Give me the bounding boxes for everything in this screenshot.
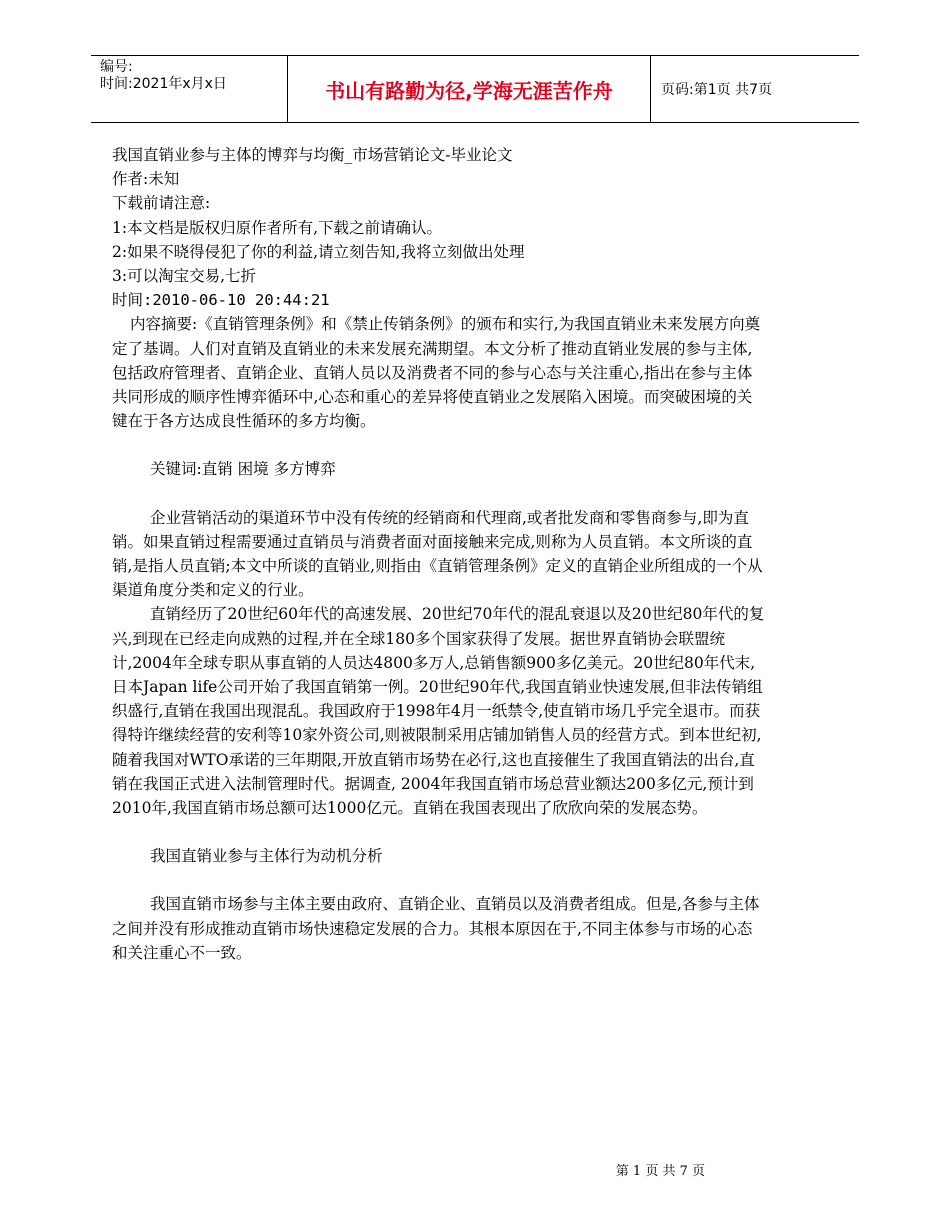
- notice-item-3: 3:可以淘宝交易,七折: [112, 267, 257, 286]
- doc-title: 我国直销业参与主体的博弈与均衡_市场营销论文-毕业论文: [112, 146, 513, 164]
- keywords-line: 关键词:直销 困境 多方博弈: [150, 460, 336, 479]
- header-motto: 书山有路勤为径,学海无涯苦作舟: [287, 56, 651, 122]
- body-paragraph-2: 直销经历了20世纪60年代的高速发展、20世纪70年代的混乱衰退以及20世纪80年代的复兴,到现在已经走向成熟的过程,并在全球180多个国家获得了发展。据世界直销协会联盟统计,2004年全球专职从事直销的人员达4800多万人,总销售额900多亿美元。20世纪80年代末,日本Japan life公司开始了我国直销第一例。20世纪90年代,我国直销业快速发展,但非法传销组织盛行,直销在我国出现混乱。我国政府于1998年4月一纸禁令,使直销市场几乎完全退市。而获得特许继续经营的安利等10家外资公司,则被限制采用店铺加销售人员的经营方式。到本世纪初,随着我国对WTO承诺的三年期限,开放直销市场势在必行,这也直接催生了我国直销法的出台,直销在我国正式进入法制管理时代。据调查, 2004年我国直销市场总营业额达200多亿元,预计到2010年,我国直销市场总额可达1000亿元。直销在我国表现出了欣欣向荣的发展态势。: [112, 605, 765, 818]
- body-paragraph-1: 企业营销活动的渠道环节中没有传统的经销商和代理商,或者批发商和零售商参与,即为直销。如果直销过程需要通过直销员与消费者面对面接触来完成,则称为人员直销。本文所谈的直销,是指人员直销;本文中所谈的直销业,则指由《直销管理条例》定义的直销企业所组成的一个从渠道角度分类和定义的行业。: [112, 508, 763, 600]
- footer-page-number: 第 1 页 共 7 页: [615, 1164, 705, 1179]
- serial-label: 编号:: [100, 59, 133, 75]
- notice-item-1: 1:本文档是版权归原作者所有,下载之前请确认。: [112, 218, 443, 237]
- page-footer: [0, 1160, 950, 1179]
- document-body: [112, 143, 767, 965]
- doc-author: 作者:未知: [112, 170, 180, 189]
- abstract-paragraph: 内容摘要:《直销管理条例》和《禁止传销条例》的颁布和实行,为我国直销业未来发展方向奠定了基调。人们对直销及直销业的未来发展充满期望。本文分析了推动直销业发展的参与主体,包括政府管理者、直销企业、直销人员以及消费者不同的参与心态与关注重心,指出在参与主体共同形成的顺序性博弈循环中,心态和重心的差异将使直销业之发展陷入困境。而突破困境的关键在于各方达成良性循环的多方均衡。: [112, 315, 761, 431]
- page-header: [91, 55, 859, 123]
- body-paragraph-3: 我国直销市场参与主体主要由政府、直销企业、直销员以及消费者组成。但是,各参与主体之间并没有形成推动直销市场快速稳定发展的合力。其根本原因在于,不同主体参与市场的心态和关注重心不一致。: [112, 895, 760, 962]
- section-heading: 我国直销业参与主体行为动机分析: [150, 847, 383, 866]
- header-page-info: 页码:第1页 共7页: [661, 82, 772, 98]
- notice-item-2: 2:如果不晓得侵犯了你的利益,请立刻告知,我将立刻做出处理: [112, 242, 525, 261]
- doc-time: 时间:2010-06-10 20:44:21: [112, 291, 330, 310]
- notice-heading: 下载前请注意:: [112, 194, 211, 213]
- time-label: 时间:2021年x月x日: [100, 76, 227, 92]
- header-meta: [91, 56, 287, 122]
